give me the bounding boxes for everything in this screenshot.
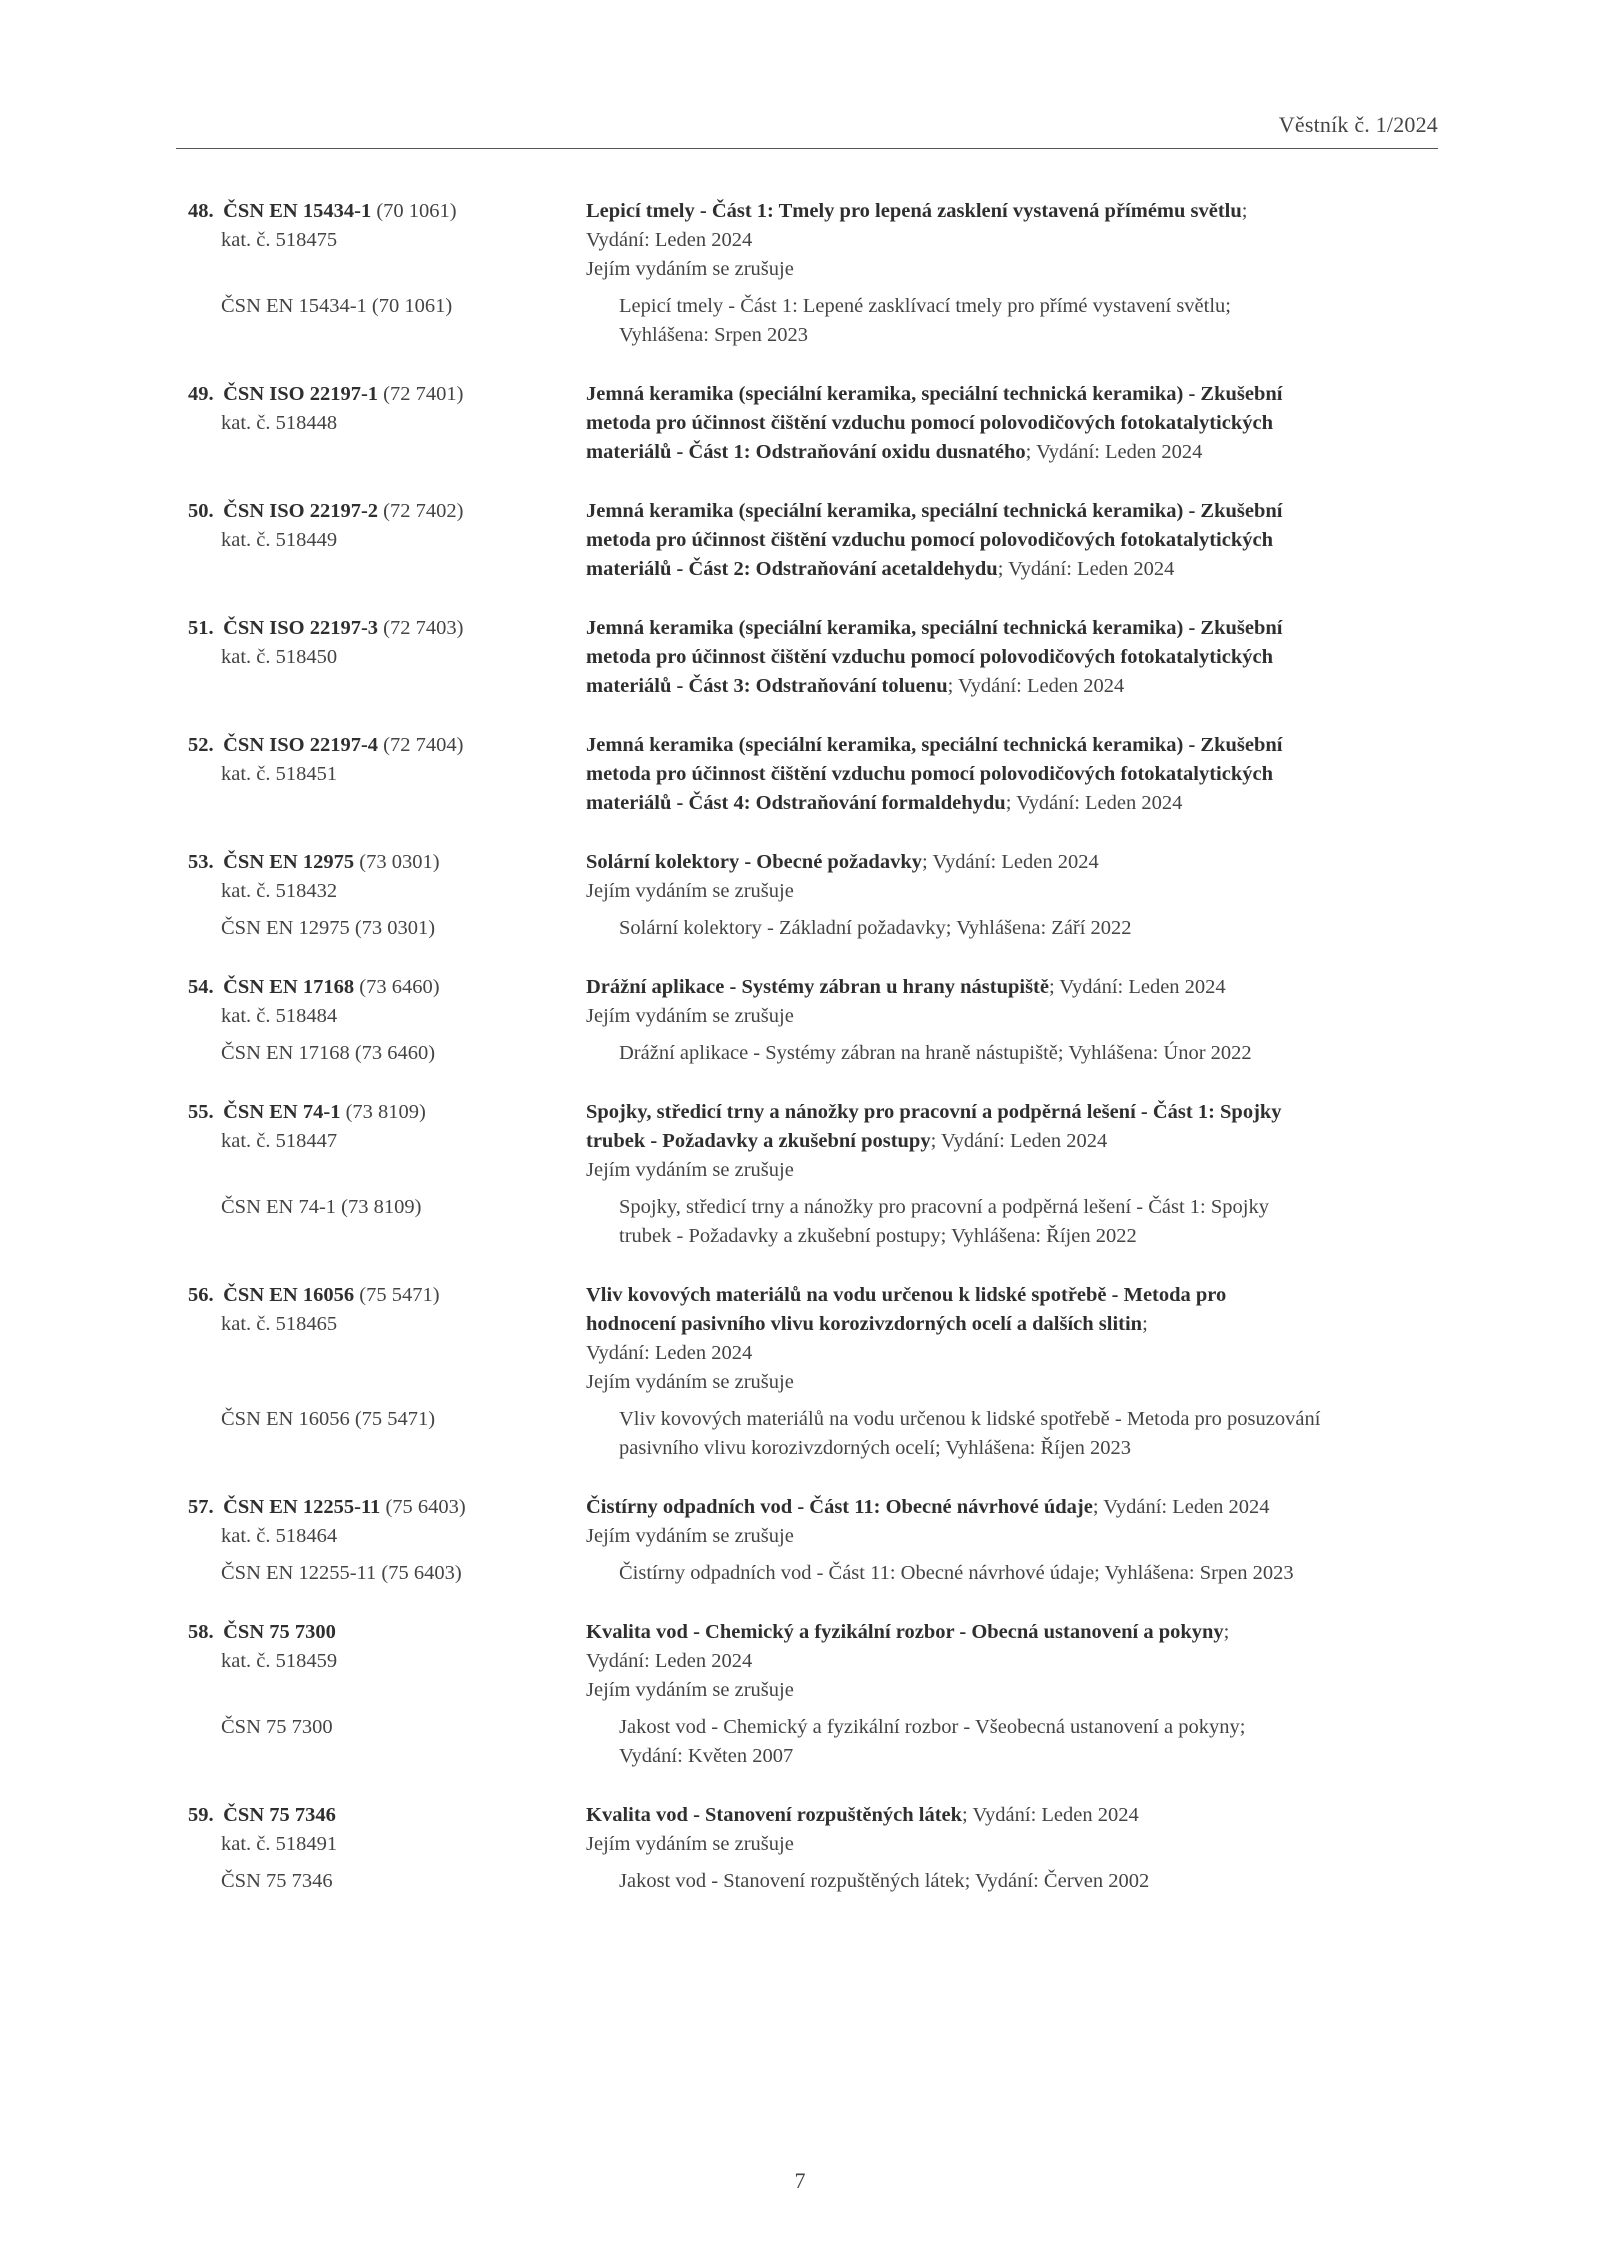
replaced-standard-row [188, 914, 1438, 943]
replaced-title-line: Lepicí tmely - Část 1: Lepené zasklívací tmely pro přímé vystavení světlu; [619, 295, 1231, 317]
title-final-line [586, 672, 1438, 701]
entry-number: 59. [188, 1804, 214, 1826]
entry-code-block [188, 973, 586, 1031]
catalog-number: kat. č. 518451 [221, 763, 338, 785]
standard-entry [188, 973, 1438, 1068]
entry-main-row [188, 1493, 1438, 1551]
title-line: Jemná keramika (speciální keramika, speciální technická keramika) - Zkušební [586, 734, 1283, 756]
entry-code-line [188, 731, 586, 760]
catalog-number: kat. č. 518491 [221, 1833, 338, 1855]
replaced-title-block [619, 1405, 1438, 1463]
title-final-line [586, 1493, 1438, 1522]
replaced-standard-code: ČSN EN 12255-11 (75 6403) [221, 1562, 462, 1584]
entry-main-row [188, 497, 1438, 584]
title-text: materiálů - Část 2: Odstraňování acetaldehydu [586, 558, 998, 580]
replaced-standard-code: ČSN 75 7346 [221, 1870, 333, 1892]
title-final-line [586, 1618, 1438, 1647]
replaced-standard-code: ČSN EN 74-1 (73 8109) [221, 1196, 422, 1218]
standard-code: ČSN ISO 22197-3 [223, 617, 379, 639]
entry-number: 52. [188, 734, 214, 756]
catalog-number: kat. č. 518432 [221, 880, 338, 902]
title-text: Kvalita vod - Chemický a fyzikální rozbor - Obecná ustanovení a pokyny [586, 1621, 1224, 1643]
catalog-number: kat. č. 518449 [221, 529, 338, 551]
entry-code-block [188, 731, 586, 789]
replaced-code-block [188, 292, 619, 321]
entry-note-line: Jejím vydáním se zrušuje [586, 1005, 794, 1027]
title-suffix: ; Vydání: Leden 2024 [1005, 792, 1183, 814]
entry-title-block [586, 497, 1438, 584]
title-line: Jemná keramika (speciální keramika, speciální technická keramika) - Zkušební [586, 383, 1283, 405]
standard-class-code: (72 7401) [378, 383, 464, 405]
title-suffix: ; [1142, 1313, 1148, 1335]
title-line: metoda pro účinnost čištění vzduchu pomocí polovodičových fotokatalytických [586, 412, 1273, 434]
replaced-title-line: Spojky, středicí trny a nánožky pro pracovní a podpěrná lešení - Část 1: Spojky [619, 1196, 1269, 1218]
entry-code-line [188, 1801, 586, 1830]
entry-note-line: Jejím vydáním se zrušuje [586, 1159, 794, 1181]
entry-note-line: Jejím vydáním se zrušuje [586, 1679, 794, 1701]
replaced-standard-code: ČSN EN 17168 (73 6460) [221, 1042, 436, 1064]
catalog-number: kat. č. 518484 [221, 1005, 338, 1027]
replaced-code-block [188, 1405, 619, 1434]
standard-entry [188, 1801, 1438, 1896]
entry-title-block [586, 973, 1438, 1031]
entry-title-block [586, 197, 1438, 284]
standard-class-code: (73 6460) [354, 976, 440, 998]
standard-code: ČSN EN 74-1 [223, 1101, 341, 1123]
catalog-number: kat. č. 518465 [221, 1313, 338, 1335]
standard-code: ČSN ISO 22197-2 [223, 500, 379, 522]
entry-main-row [188, 848, 1438, 906]
replaced-title-block [619, 1193, 1438, 1251]
replaced-standard-code: ČSN EN 15434-1 (70 1061) [221, 295, 453, 317]
standard-code: ČSN 75 7346 [223, 1804, 336, 1826]
entry-code-line [188, 497, 586, 526]
replaced-code-block [188, 1039, 619, 1068]
entry-number: 48. [188, 200, 214, 222]
entry-note-line: Jejím vydáním se zrušuje [586, 880, 794, 902]
entry-number: 58. [188, 1621, 214, 1643]
entry-title-block [586, 1618, 1438, 1705]
replaced-title-line: Jakost vod - Stanovení rozpuštěných látek; Vydání: Červen 2002 [619, 1870, 1150, 1892]
replaced-standard-row [188, 1039, 1438, 1068]
entry-code-line [188, 380, 586, 409]
entry-main-row [188, 731, 1438, 818]
standard-code: ČSN ISO 22197-4 [223, 734, 379, 756]
entry-title-block [586, 848, 1438, 906]
standard-entry [188, 1098, 1438, 1251]
replaced-code-block [188, 914, 619, 943]
title-line: metoda pro účinnost čištění vzduchu pomocí polovodičových fotokatalytických [586, 646, 1273, 668]
standard-entry [188, 614, 1438, 701]
entry-main-row [188, 1801, 1438, 1859]
entry-title-block [586, 1801, 1438, 1859]
entry-title-block [586, 380, 1438, 467]
replaced-standard-code: ČSN EN 12975 (73 0301) [221, 917, 436, 939]
entry-number: 56. [188, 1284, 214, 1306]
standard-class-code: (73 8109) [340, 1101, 426, 1123]
entry-note-line: Vydání: Leden 2024 [586, 1342, 753, 1364]
entry-title-block [586, 1098, 1438, 1185]
entry-code-block [188, 197, 586, 255]
replaced-title-line: Drážní aplikace - Systémy zábran na hraně nástupiště; Vyhlášena: Únor 2022 [619, 1042, 1252, 1064]
catalog-number: kat. č. 518459 [221, 1650, 338, 1672]
entry-main-row [188, 973, 1438, 1031]
standard-class-code: (73 0301) [354, 851, 440, 873]
title-suffix: ; Vydání: Leden 2024 [947, 675, 1125, 697]
replaced-title-block [619, 1039, 1438, 1068]
title-suffix: ; Vydání: Leden 2024 [1092, 1496, 1270, 1518]
entry-number: 57. [188, 1496, 214, 1518]
entry-code-line [188, 197, 586, 226]
replaced-title-block [619, 1713, 1438, 1771]
title-final-line [586, 1310, 1438, 1339]
replaced-standard-row [188, 292, 1438, 350]
standard-entry [188, 1618, 1438, 1771]
title-line: Jemná keramika (speciální keramika, speciální technická keramika) - Zkušební [586, 617, 1283, 639]
replaced-title-line: trubek - Požadavky a zkušební postupy; Vyhlášena: Říjen 2022 [619, 1225, 1137, 1247]
title-text: Čistírny odpadních vod - Část 11: Obecné návrhové údaje [586, 1496, 1093, 1518]
title-line: metoda pro účinnost čištění vzduchu pomocí polovodičových fotokatalytických [586, 763, 1273, 785]
entry-number: 55. [188, 1101, 214, 1123]
standard-class-code: (75 6403) [380, 1496, 466, 1518]
entry-code-block [188, 380, 586, 438]
title-final-line [586, 197, 1438, 226]
standard-entry [188, 1281, 1438, 1463]
replaced-standard-row [188, 1405, 1438, 1463]
standard-entry [188, 1493, 1438, 1588]
entry-code-line [188, 1493, 586, 1522]
title-final-line [586, 438, 1438, 467]
title-suffix: ; [1241, 200, 1248, 222]
catalog-number: kat. č. 518450 [221, 646, 338, 668]
replaced-standard-row [188, 1867, 1438, 1896]
entry-code-line [188, 848, 586, 877]
entry-main-row [188, 1281, 1438, 1397]
entry-note-line: Jejím vydáním se zrušuje [586, 1833, 794, 1855]
standard-class-code: (70 1061) [371, 200, 457, 222]
title-suffix: ; Vydání: Leden 2024 [997, 558, 1175, 580]
replaced-standard-code: ČSN EN 16056 (75 5471) [221, 1408, 436, 1430]
standard-code: ČSN EN 12975 [223, 851, 355, 873]
replaced-title-line: pasivního vlivu korozivzdorných ocelí; Vyhlášena: Říjen 2023 [619, 1437, 1132, 1459]
title-final-line [586, 555, 1438, 584]
standard-entry [188, 731, 1438, 818]
replaced-standard-code: ČSN 75 7300 [221, 1716, 333, 1738]
title-suffix: ; [1223, 1621, 1230, 1643]
standard-entry [188, 497, 1438, 584]
replaced-code-block [188, 1713, 619, 1742]
entry-main-row [188, 1618, 1438, 1705]
title-suffix: ; Vydání: Leden 2024 [1025, 441, 1203, 463]
replaced-code-block [188, 1559, 619, 1588]
standard-class-code: (75 5471) [354, 1284, 440, 1306]
title-final-line [586, 789, 1438, 818]
entry-main-row [188, 380, 1438, 467]
page-header [176, 112, 1438, 149]
standard-code: ČSN EN 15434-1 [223, 200, 372, 222]
entry-note-line: Jejím vydáním se zrušuje [586, 1525, 794, 1547]
entry-title-block [586, 731, 1438, 818]
title-line: Vliv kovových materiálů na vodu určenou k lidské spotřebě - Metoda pro [586, 1284, 1227, 1306]
replaced-standard-row [188, 1713, 1438, 1771]
entry-code-line [188, 614, 586, 643]
replaced-title-line: Vyhlášena: Srpen 2023 [619, 324, 809, 346]
replaced-title-line: Jakost vod - Chemický a fyzikální rozbor - Všeobecná ustanovení a pokyny; [619, 1716, 1246, 1738]
entry-note-line: Jejím vydáním se zrušuje [586, 1371, 794, 1393]
replaced-title-block [619, 914, 1438, 943]
entry-main-row [188, 197, 1438, 284]
title-line: Spojky, středicí trny a nánožky pro pracovní a podpěrná lešení - Část 1: Spojky [586, 1101, 1282, 1123]
entry-number: 53. [188, 851, 214, 873]
bulletin-title: Věstník č. 1/2024 [1278, 112, 1438, 137]
title-suffix: ; Vydání: Leden 2024 [930, 1130, 1108, 1152]
entry-code-block [188, 848, 586, 906]
title-text: Kvalita vod - Stanovení rozpuštěných látek [586, 1804, 963, 1826]
title-text: Lepicí tmely - Část 1: Tmely pro lepená zasklení vystavená přímému světlu [586, 200, 1242, 222]
page-number: 7 [794, 2168, 806, 2193]
entry-title-block [586, 614, 1438, 701]
replaced-title-line: Vydání: Květen 2007 [619, 1745, 794, 1767]
title-suffix: ; Vydání: Leden 2024 [1048, 976, 1226, 998]
title-text: Solární kolektory - Obecné požadavky [586, 851, 922, 873]
entry-code-block [188, 614, 586, 672]
entry-note-line: Vydání: Leden 2024 [586, 1650, 753, 1672]
standard-entry [188, 380, 1438, 467]
title-text: Drážní aplikace - Systémy zábran u hrany nástupiště [586, 976, 1049, 998]
replaced-title-block [619, 1867, 1438, 1896]
entry-title-block [586, 1281, 1438, 1397]
entry-title-block [586, 1493, 1438, 1551]
standard-code: ČSN EN 17168 [223, 976, 355, 998]
replaced-title-line: Vliv kovových materiálů na vodu určenou k lidské spotřebě - Metoda pro posuzování [619, 1408, 1321, 1430]
entry-code-line [188, 973, 586, 1002]
entry-code-block [188, 1493, 586, 1551]
entry-code-line [188, 1618, 586, 1647]
catalog-number: kat. č. 518448 [221, 412, 338, 434]
replaced-title-line: Čistírny odpadních vod - Část 11: Obecné návrhové údaje; Vyhlášena: Srpen 2023 [619, 1562, 1294, 1584]
replaced-code-block [188, 1867, 619, 1896]
title-final-line [586, 848, 1438, 877]
title-text: hodnocení pasivního vlivu korozivzdorných ocelí a dalších slitin [586, 1313, 1143, 1335]
entry-code-block [188, 1618, 586, 1676]
replaced-title-block [619, 1559, 1438, 1588]
standard-class-code: (72 7404) [378, 734, 464, 756]
title-final-line [586, 1801, 1438, 1830]
title-line: Jemná keramika (speciální keramika, speciální technická keramika) - Zkušební [586, 500, 1283, 522]
standard-code: ČSN EN 16056 [223, 1284, 355, 1306]
standard-class-code: (72 7402) [378, 500, 464, 522]
standards-list [188, 197, 1438, 1926]
entry-code-block [188, 1801, 586, 1859]
catalog-number: kat. č. 518447 [221, 1130, 338, 1152]
entry-number: 54. [188, 976, 214, 998]
title-final-line [586, 973, 1438, 1002]
entry-code-block [188, 497, 586, 555]
title-final-line [586, 1127, 1438, 1156]
replaced-title-block [619, 292, 1438, 350]
title-text: materiálů - Část 3: Odstraňování toluenu [586, 675, 948, 697]
entry-number: 49. [188, 383, 214, 405]
catalog-number: kat. č. 518464 [221, 1525, 338, 1547]
title-suffix: ; Vydání: Leden 2024 [922, 851, 1099, 873]
standard-code: ČSN ISO 22197-1 [223, 383, 379, 405]
entry-code-line [188, 1281, 586, 1310]
standard-class-code: (72 7403) [378, 617, 464, 639]
entry-number: 50. [188, 500, 214, 522]
replaced-standard-row [188, 1193, 1438, 1251]
standard-entry [188, 848, 1438, 943]
title-suffix: ; Vydání: Leden 2024 [962, 1804, 1139, 1826]
entry-code-line [188, 1098, 586, 1127]
title-text: materiálů - Část 4: Odstraňování formaldehydu [586, 792, 1006, 814]
title-text: materiálů - Část 1: Odstraňování oxidu dusnatého [586, 441, 1026, 463]
standard-entry [188, 197, 1438, 350]
title-line: metoda pro účinnost čištění vzduchu pomocí polovodičových fotokatalytických [586, 529, 1273, 551]
replaced-standard-row [188, 1559, 1438, 1588]
entry-note-line: Jejím vydáním se zrušuje [586, 258, 794, 280]
entry-number: 51. [188, 617, 214, 639]
replaced-title-line: Solární kolektory - Základní požadavky; Vyhlášena: Září 2022 [619, 917, 1132, 939]
entry-main-row [188, 614, 1438, 701]
replaced-code-block [188, 1193, 619, 1222]
entry-code-block [188, 1281, 586, 1339]
title-text: trubek - Požadavky a zkušební postupy [586, 1130, 931, 1152]
standard-code: ČSN EN 12255-11 [223, 1496, 381, 1518]
entry-note-line: Vydání: Leden 2024 [586, 229, 753, 251]
entry-code-block [188, 1098, 586, 1156]
catalog-number: kat. č. 518475 [221, 229, 338, 251]
entry-main-row [188, 1098, 1438, 1185]
standard-code: ČSN 75 7300 [223, 1621, 336, 1643]
